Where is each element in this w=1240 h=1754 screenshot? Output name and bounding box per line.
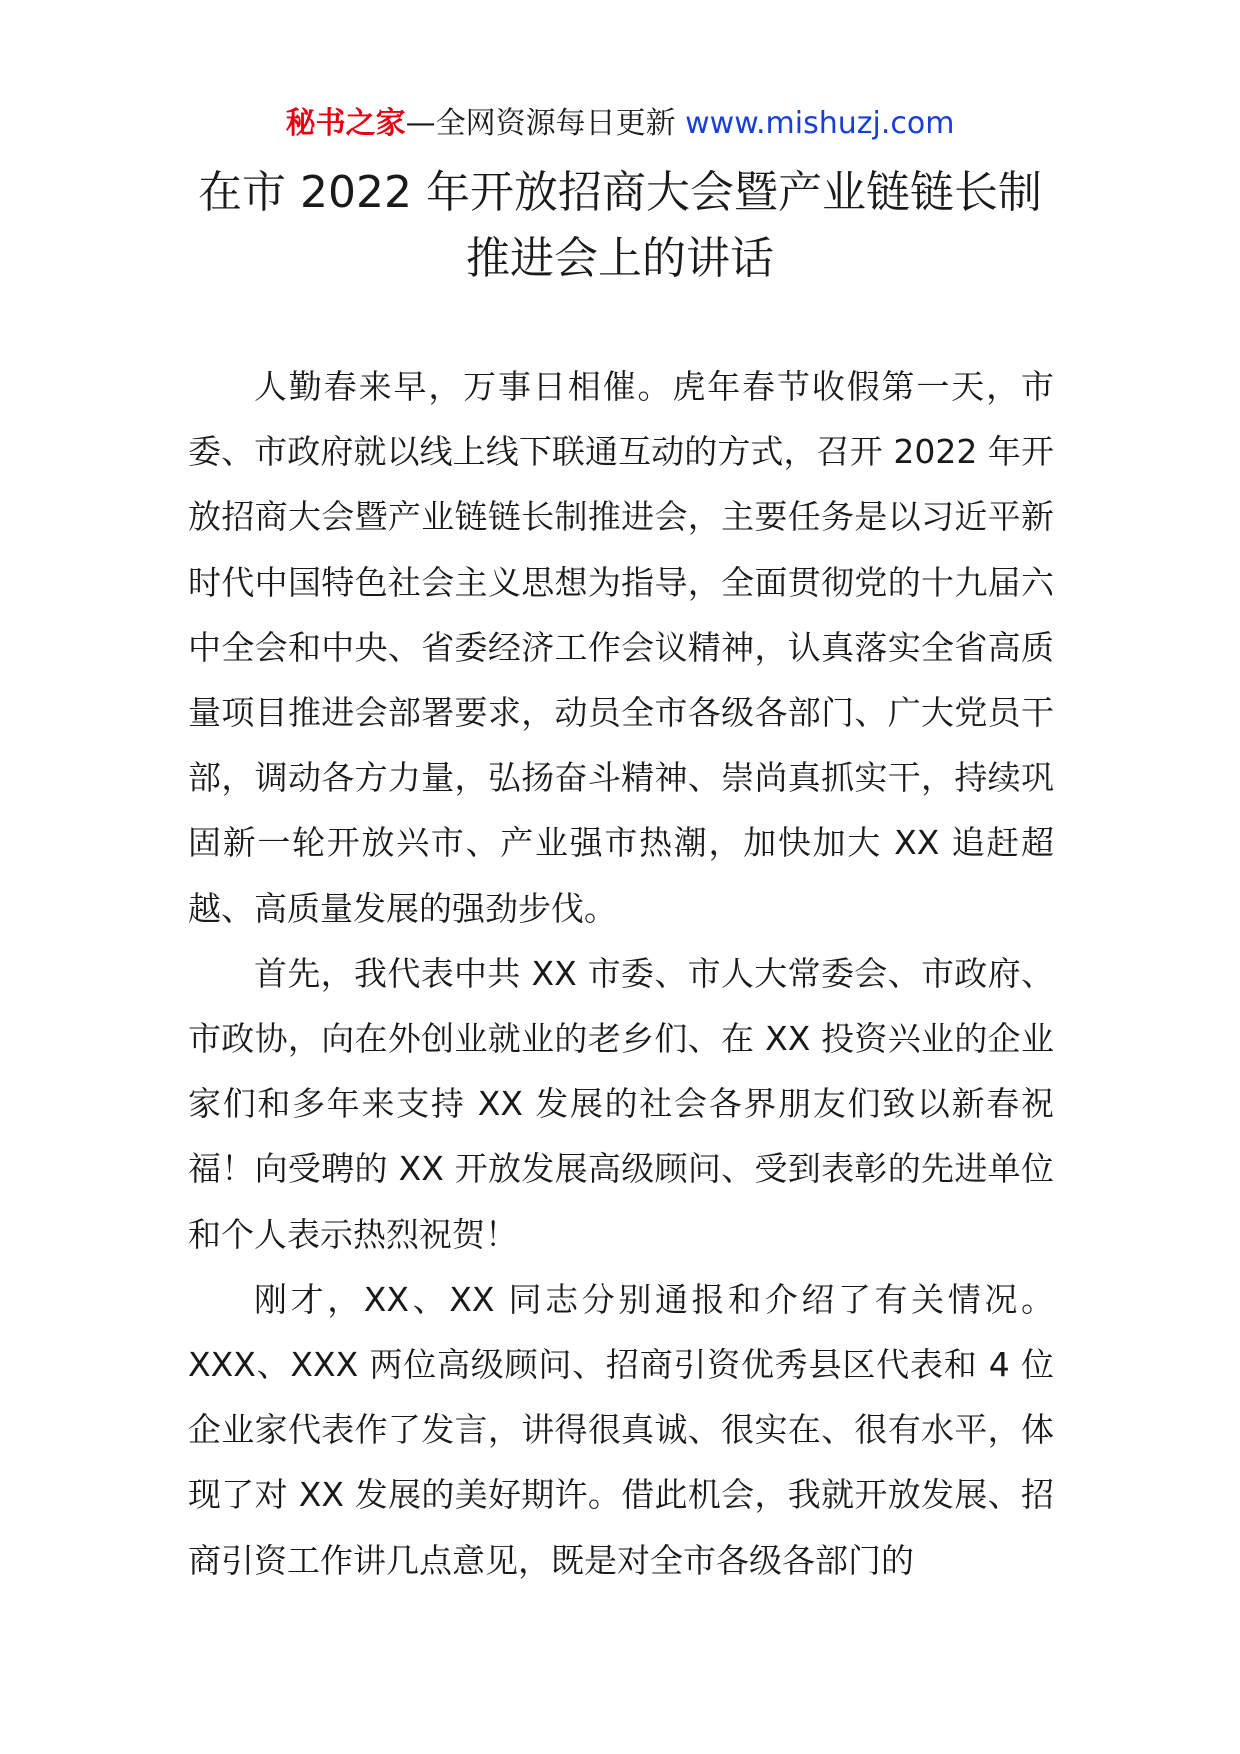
title-line-1: 在市 2022 年开放招商大会暨产业链链长制	[198, 167, 1042, 218]
document-title	[150, 160, 1090, 292]
paragraph-2: 首先，我代表中共 XX 市委、市人大常委会、市政府、市政协，向在外创业就业的老乡们、在 XX 投资兴业的企业家们和多年来支持 XX 发展的社会各界朋友们致以新春祝福！向受聘的 XX 开放发展高级顾问、受到表彰的先进单位和个人表示热烈祝贺！	[188, 953, 1054, 1254]
site-url-link[interactable]: www.mishuzj.com	[685, 106, 955, 141]
title-line-2: 推进会上的讲话	[466, 233, 774, 284]
paragraph-1: 人勤春来早，万事日相催。虎年春节收假第一天，市委、市政府就以线上线下联通互动的方式，召开 2022 年开放招商大会暨产业链链长制推进会，主要任务是以习近平新时代中国特色社会主义思想为指导，全面贯彻党的十九届六中全会和中央、省委经济工作会议精神，认真落实全省高质量项目推进会部署要求，动员全市各级各部门、广大党员干部，调动各方力量，弘扬奋斗精神、崇尚真抓实干，持续巩固新一轮开放兴市、产业强市热潮，加快加大 XX 追赶超越、高质量发展的强劲步伐。	[188, 367, 1054, 928]
site-header	[0, 104, 1240, 144]
brand-name: 秘书之家	[285, 106, 406, 141]
paragraph-3: 刚才，XX、XX 同志分别通报和介绍了有关情况。XXX、XXX 两位高级顾问、招商引资优秀县区代表和 4 位企业家代表作了发言，讲得很真诚、很实在、很有水平，体现了对 XX 发展的美好期许。借此机会，我就开放发展、招商引资工作讲几点意见，既是对全市各级各部门的	[188, 1279, 1054, 1580]
header-tagline: —全网资源每日更新	[405, 106, 686, 141]
document-body	[188, 354, 1054, 1593]
